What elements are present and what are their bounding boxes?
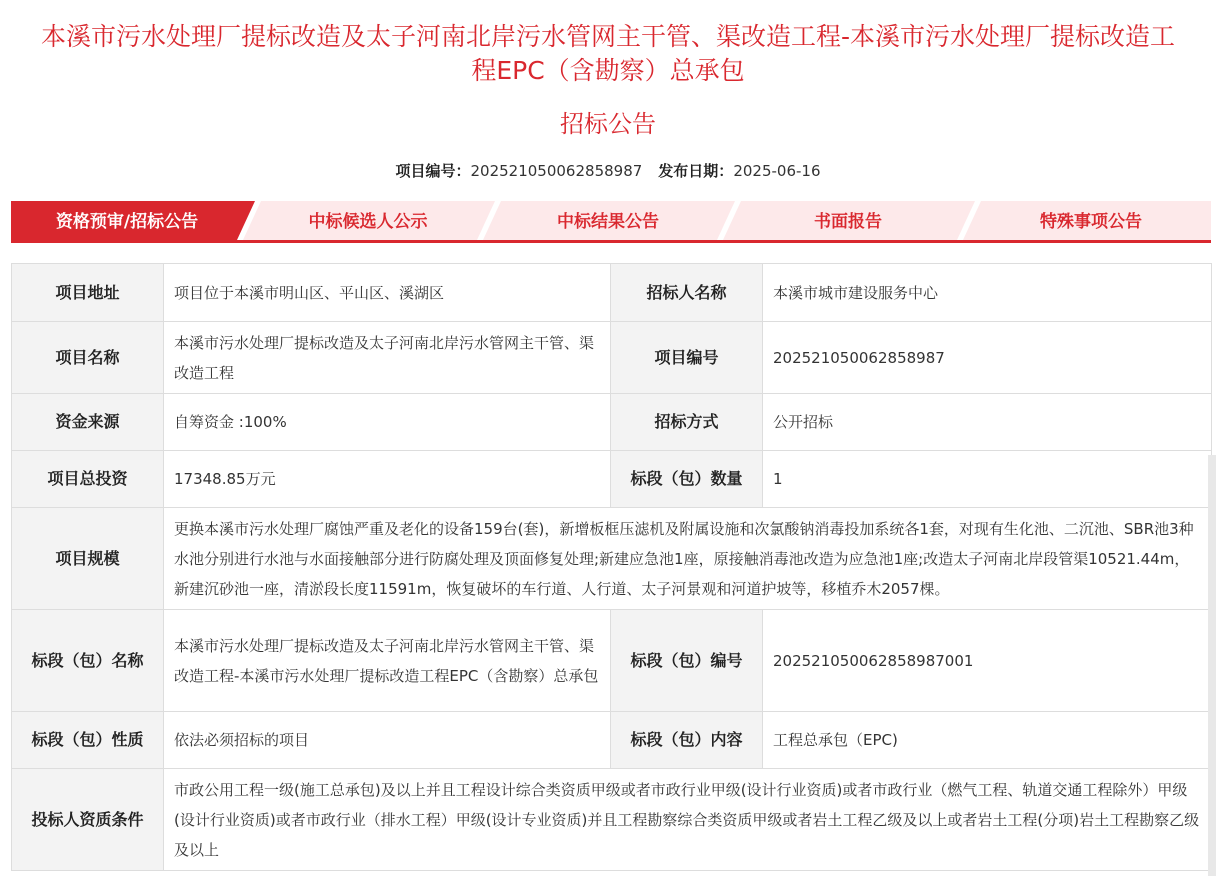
- table-row: [12, 264, 1212, 322]
- lot-content-value: 工程总承包（EPC): [763, 712, 1212, 769]
- fund-source-label: 资金来源: [12, 394, 164, 451]
- table-row: [12, 394, 1212, 451]
- fund-source-value: 自筹资金 :100%: [164, 394, 611, 451]
- project-scale-label: 项目规模: [12, 508, 164, 610]
- lot-name-value: 本溪市污水处理厂提标改造及太子河南北岸污水管网主干管、渠改造工程-本溪市污水处理厂提标改造工程EPC（含勘察）总承包: [164, 610, 611, 712]
- publish-date-label: 发布日期：: [658, 162, 734, 180]
- project-no-label: 项目编号：: [395, 162, 471, 180]
- total-investment-label: 项目总投资: [12, 451, 164, 508]
- table-row: [12, 769, 1212, 871]
- table-row: [12, 451, 1212, 508]
- table-row: [12, 610, 1212, 712]
- project-name-value: 本溪市污水处理厂提标改造及太子河南北岸污水管网主干管、渠改造工程: [164, 322, 611, 394]
- project-scale-value: 更换本溪市污水处理厂腐蚀严重及老化的设备159台(套)，新增板框压滤机及附属设施和次氯酸钠消毒投加系统各1套，对现有生化池、二沉池、SBR池3种水池分别进行水池与水面接触部分进行防腐处理及顶面修复处理;新建应急池1座，原接触消毒池改造为应急池1座;改造太子河南北岸段管渠10521.44m，新建沉砂池一座，清淤段长度11591m，恢复破坏的车行道、人行道、太子河景观和河道护坡等，移植乔木2057棵。: [164, 508, 1212, 610]
- tab-bid-result[interactable]: 中标结果公告: [557, 212, 659, 232]
- project-name-label: 项目名称: [12, 322, 164, 394]
- notice-title: 本溪市污水处理厂提标改造及太子河南北岸污水管网主干管、渠改造工程-本溪市污水处理厂提标改造工程EPC（含勘察）总承包: [40, 22, 1176, 85]
- lot-content-label: 标段（包）内容: [611, 712, 763, 769]
- table-row: [12, 712, 1212, 769]
- tab-bid-candidates[interactable]: 中标候选人公示: [308, 212, 428, 232]
- bidder-qualification-value: 市政公用工程一级(施工总承包)及以上并且工程设计综合类资质甲级或者市政行业甲级(设计行业资质)或者市政行业（燃气工程、轨道交通工程除外）甲级(设计行业资质)或者市政行业（排水工程）甲级(设计专业资质)并且工程勘察综合类资质甲级或者岩土工程乙级及以上或者岩土工程(分项)岩土工程勘察乙级及以上: [164, 769, 1212, 871]
- lot-no-label: 标段（包）编号: [611, 610, 763, 712]
- project-info-table: [11, 263, 1212, 871]
- bidder-qualification-label: 投标人资质条件: [12, 769, 164, 871]
- tender-method-value: 公开招标: [763, 394, 1212, 451]
- lot-count-label: 标段（包）数量: [611, 451, 763, 508]
- tab-special-matters[interactable]: 特殊事项公告: [1040, 212, 1142, 232]
- project-no-value: 202521050062858987: [470, 162, 643, 180]
- project-no-cell-label: 项目编号: [611, 322, 763, 394]
- notice-tabs: [11, 201, 1211, 243]
- project-no-cell-value: 202521050062858987: [763, 322, 1212, 394]
- tab-written-report[interactable]: 书面报告: [814, 212, 882, 232]
- lot-nature-value: 依法必须招标的项目: [164, 712, 611, 769]
- lot-name-label: 标段（包）名称: [12, 610, 164, 712]
- table-row: [12, 322, 1212, 394]
- notice-type-heading: 招标公告: [560, 110, 656, 138]
- table-row: [12, 508, 1212, 610]
- lot-count-value: 1: [763, 451, 1212, 508]
- tenderer-name-label: 招标人名称: [611, 264, 763, 322]
- lot-no-value: 202521050062858987001: [763, 610, 1212, 712]
- project-address-value: 项目位于本溪市明山区、平山区、溪湖区: [164, 264, 611, 322]
- page-scrollbar[interactable]: [1208, 455, 1216, 876]
- tender-method-label: 招标方式: [611, 394, 763, 451]
- publish-date-value: 2025-06-16: [733, 162, 821, 180]
- notice-meta: [0, 159, 1216, 183]
- tenderer-name-value: 本溪市城市建设服务中心: [763, 264, 1212, 322]
- total-investment-value: 17348.85万元: [164, 451, 611, 508]
- tab-prequalification-notice[interactable]: 资格预审/招标公告: [55, 212, 199, 232]
- lot-nature-label: 标段（包）性质: [12, 712, 164, 769]
- project-address-label: 项目地址: [12, 264, 164, 322]
